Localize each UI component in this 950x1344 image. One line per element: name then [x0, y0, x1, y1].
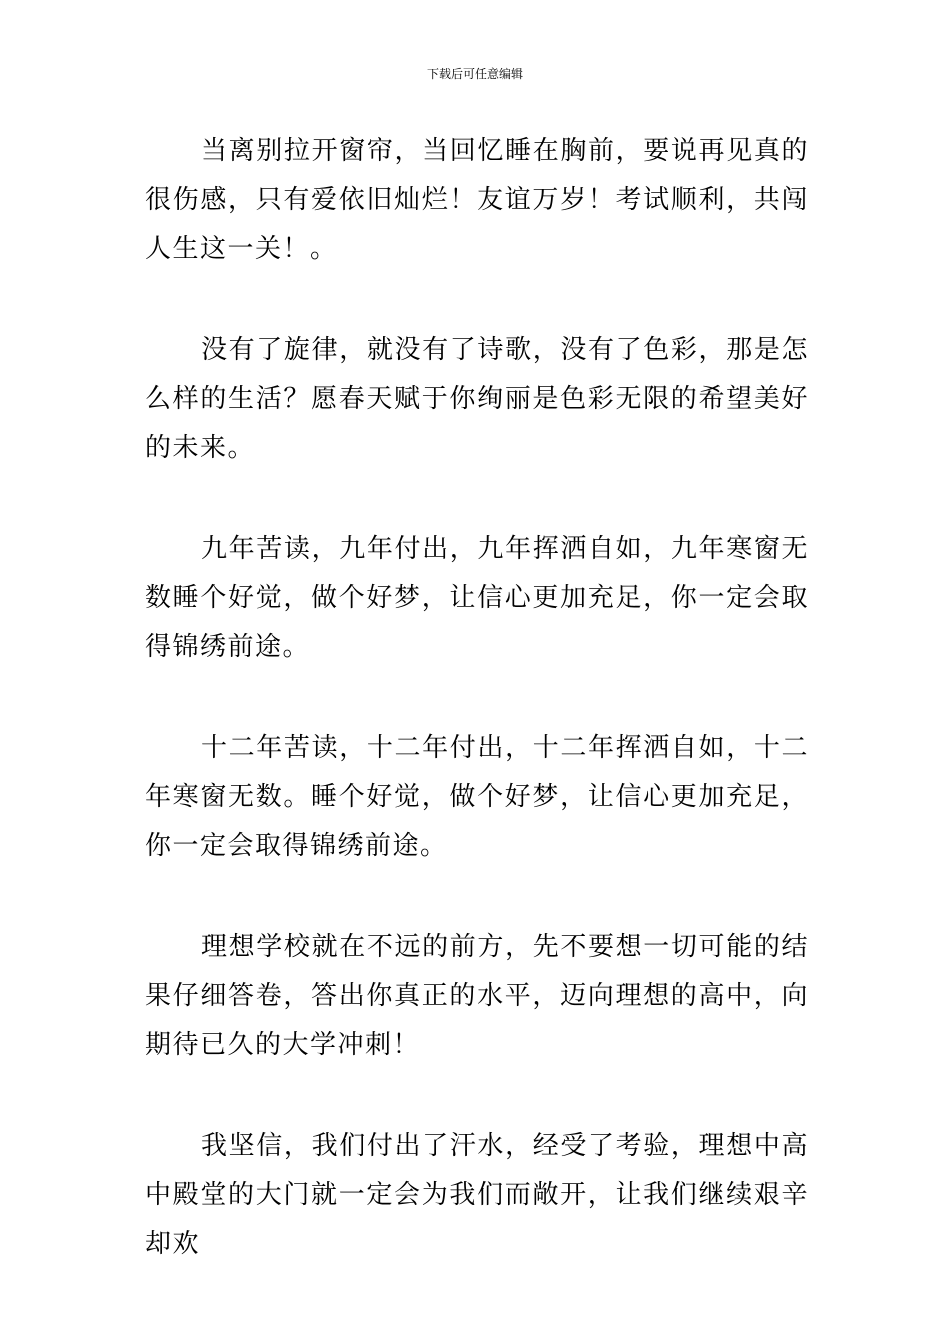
document-body — [145, 127, 809, 1321]
paragraph-4: 十二年苦读，十二年付出，十二年挥洒自如，十二年寒窗无数。睡个好觉，做个好梦，让信心更加充足，你一定会取得锦绣前途。 — [145, 733, 809, 861]
paragraph-3: 九年苦读，九年付出，九年挥洒自如，九年寒窗无数睡个好觉，做个好梦，让信心更加充足，你一定会取得锦绣前途。 — [145, 534, 809, 662]
paragraph-5: 理想学校就在不远的前方，先不要想一切可能的结果仔细答卷，答出你真正的水平，迈向理想的高中，向期待已久的大学冲刺！ — [145, 932, 809, 1060]
paragraph-2: 没有了旋律，就没有了诗歌，没有了色彩，那是怎么样的生活？愿春天赋于你绚丽是色彩无限的希望美好的未来。 — [145, 335, 809, 463]
page-header: 下载后可任意编辑 — [426, 67, 523, 81]
paragraph-6: 我坚信，我们付出了汗水，经受了考验，理想中高中殿堂的大门就一定会为我们而敞开，让我们继续艰辛却欢 — [145, 1131, 809, 1259]
paragraph-1: 当离别拉开窗帘，当回忆睡在胸前，要说再见真的很伤感，只有爱依旧灿烂！友谊万岁！考试顺利，共闯人生这一关！。 — [145, 136, 809, 264]
